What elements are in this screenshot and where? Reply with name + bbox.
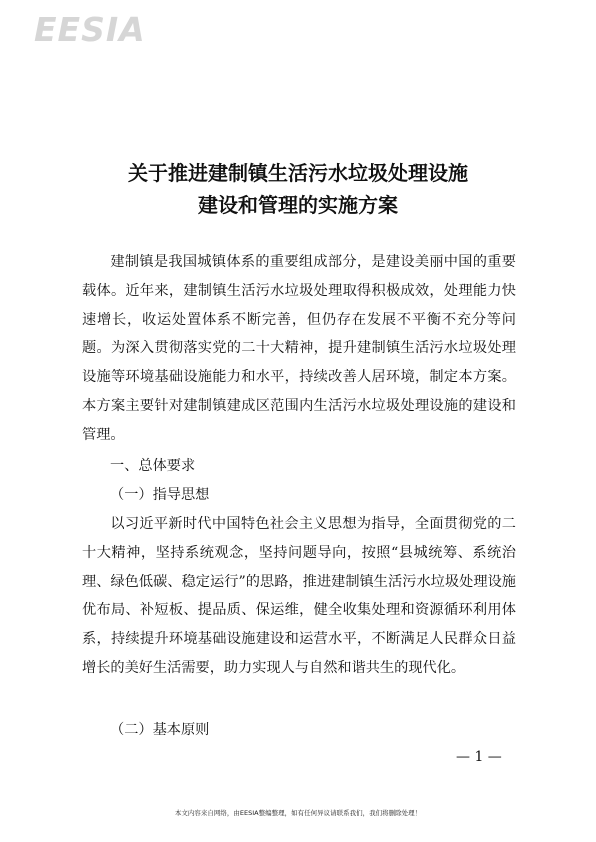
intro-paragraph-block <box>82 248 516 450</box>
footer-notice: 本文内容来自网络，由EESIA整编整理，如有任何异议请联系我们，我们将删除处理！ <box>174 809 422 817</box>
eesia-logo: EESIA <box>34 10 146 49</box>
subsection-heading-guiding-ideology: （一）指导思想 <box>110 487 210 503</box>
guiding-paragraph-block <box>82 510 516 683</box>
document-title-line-1: 关于推进建制镇生活污水垃圾处理设施 <box>128 161 468 185</box>
guiding-paragraph: 以习近平新时代中国特色社会主义思想为指导，全面贯彻党的二十大精神，坚持系统观念，坚持问题导向，按照“县城统筹、系统治理、绿色低碳、稳定运行”的思路，推进建制镇生活污水垃圾处理设施优布局、补短板、提品质、保运维，健全收集处理和资源循环利用体系，持续提升环境基础设施建设和运营水平，不断满足人民群众日益增长的美好生活需要，助力实现人与自然和谐共生的现代化。 <box>82 516 516 676</box>
subsection-heading-basic-principles: （二）基本原则 <box>110 722 210 738</box>
section-heading-general-requirements: 一、总体要求 <box>110 458 196 474</box>
intro-paragraph: 建制镇是我国城镇体系的重要组成部分，是建设美丽中国的重要载体。近年来，建制镇生活污水垃圾处理取得积极成效，处理能力快速增长，收运处置体系不断完善，但仍存在发展不平衡不充分等问题。为深入贯彻落实党的二十大精神，提升建制镇生活污水垃圾处理设施等环境基础设施能力和水平，持续改善人居环境，制定本方案。本方案主要针对建制镇建成区范围内生活污水垃圾处理设施的建设和管理。 <box>82 254 516 443</box>
document-title-line-2: 建设和管理的实施方案 <box>198 193 398 217</box>
page-number: — 1 — <box>456 749 502 765</box>
